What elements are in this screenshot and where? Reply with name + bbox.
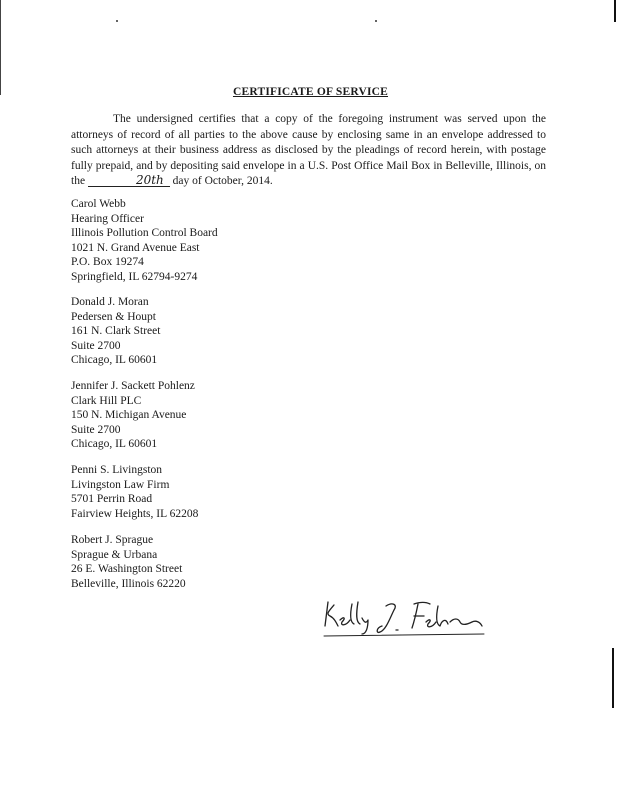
address-line: Illinois Pollution Control Board [71,227,218,239]
address-line: 1021 N. Grand Avenue East [71,241,200,254]
certification-text: The undersigned certifies that a copy of the foregoing instrument was served upon the attorneys of record of all parties to the above cause by enclosing same in an envelope addressed to such attorneys at their business address as disclosed by the pleadings of record herein, with postage fully prepaid, and by depositing said envelope in a U.S. Post Office Mail Box in Belleville, Illinois, on the [71,113,546,187]
handwritten-signature [322,596,487,638]
document-title: CERTIFICATE OF SERVICE [232,86,389,98]
address-line: Belleville, Illinois 62220 [71,577,186,590]
address-line: Penni S. Livingston [71,464,163,476]
address-line: Springfield, IL 62794-9274 [71,270,198,283]
scan-edge-mark [0,0,1,95]
address-line: Donald J. Moran [71,296,149,308]
address-line: P.O. Box 19274 [71,256,144,268]
address-line: Suite 2700 [71,339,121,352]
address-line: 26 E. Washington Street [71,563,183,575]
address-line: Sprague & Urbana [71,548,158,561]
address-line: Robert J. Sprague [71,534,154,546]
address-line: Livingston Law Firm [71,478,170,491]
scan-edge-mark [614,0,616,22]
scan-speck [116,20,118,22]
addressee-block [71,463,198,521]
address-line: Pedersen & Houpt [71,310,156,323]
address-line: Carol Webb [71,198,126,210]
addressee-block [71,533,186,591]
address-line: 161 N. Clark Street [71,325,161,337]
address-line: Suite 2700 [71,423,121,436]
address-line: Fairview Heights, IL 62208 [71,507,199,520]
certification-paragraph [71,112,546,190]
address-line: 150 N. Michigan Avenue [71,409,187,421]
addressee-block [71,379,195,452]
addressee-block [71,295,160,368]
certification-text-end: day of October, 2014. [172,175,273,187]
address-line: 5701 Perrin Road [71,493,153,505]
address-line: Clark Hill PLC [71,394,142,407]
scan-edge-mark [612,648,614,708]
handwritten-day: 20th [88,174,170,187]
address-line: Chicago, IL 60601 [71,354,158,366]
address-line: Jennifer J. Sackett Pohlenz [71,380,195,392]
scan-speck [375,20,377,22]
address-line: Hearing Officer [71,212,144,225]
address-line: Chicago, IL 60601 [71,438,158,450]
addressee-block [71,197,218,284]
